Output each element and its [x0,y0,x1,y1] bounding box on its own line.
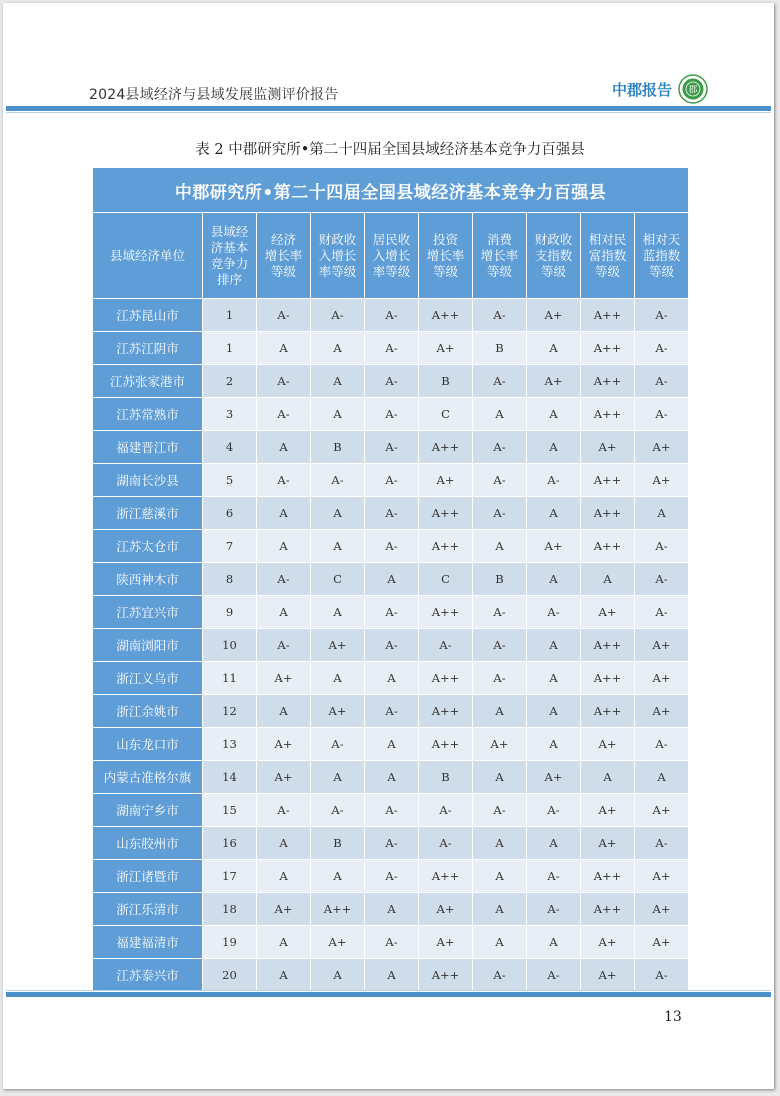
rank-cell: 1 [203,332,257,365]
column-header-line: 蓝指数 [642,247,681,263]
grade-cell: A [635,497,689,530]
grade-cell: A- [527,860,581,893]
table-row [93,563,689,596]
grade-cell: A- [635,530,689,563]
grade-cell: A+ [635,431,689,464]
page-number: 13 [664,1009,682,1025]
grade-cell: B [419,761,473,794]
grade-cell: A [527,497,581,530]
grade-cell: A [473,926,527,959]
column-header-line: 入增长 [372,247,411,263]
grade-cell: A [473,893,527,926]
grade-cell: A- [419,629,473,662]
grade-cell: A+ [311,695,365,728]
grade-cell: A [527,695,581,728]
grade-cell: A+ [527,530,581,563]
grade-cell: A- [365,926,419,959]
grade-cell: A [311,860,365,893]
grade-cell: A- [635,365,689,398]
grade-cell: A- [365,530,419,563]
grade-cell: A [257,596,311,629]
grade-cell: A [311,332,365,365]
grade-cell: A++ [419,662,473,695]
grade-cell: A++ [419,299,473,332]
grade-cell: A- [635,959,689,992]
grade-cell: A [527,662,581,695]
table-row [93,794,689,827]
rank-cell: 9 [203,596,257,629]
grade-cell: A+ [257,662,311,695]
column-header-line: 增长率 [480,247,519,263]
table-row [93,629,689,662]
rank-cell: 14 [203,761,257,794]
grade-cell: A+ [635,629,689,662]
rank-cell: 13 [203,728,257,761]
table-row [93,959,689,992]
table-title: 中郡研究所•第二十四届全国县域经济基本竞争力百强县 [93,168,689,213]
grade-cell: A [365,893,419,926]
grade-cell: A [257,827,311,860]
grade-cell: A+ [635,860,689,893]
grade-cell: A [527,332,581,365]
column-header-line: 财政收 [534,231,573,247]
grade-cell: A+ [581,728,635,761]
rank-cell: 3 [203,398,257,431]
grade-cell: A [311,662,365,695]
county-name-cell: 浙江乐清市 [93,893,203,926]
grade-cell: A- [365,794,419,827]
county-name-cell: 浙江慈溪市 [93,497,203,530]
grade-cell: A [527,926,581,959]
grade-cell: A++ [419,431,473,464]
column-header [365,213,419,299]
grade-cell: A- [527,794,581,827]
column-header-line: 消费 [486,231,512,247]
grade-cell: A- [311,464,365,497]
grade-cell: A+ [581,596,635,629]
grade-cell: B [473,563,527,596]
report-header-title: 2024县域经济与县域发展监测评价报告 [89,87,339,103]
grade-cell: A [365,959,419,992]
rank-cell: 17 [203,860,257,893]
column-header [419,213,473,299]
grade-cell: A+ [311,926,365,959]
grade-cell: A+ [257,893,311,926]
grade-cell: B [311,431,365,464]
grade-cell: A- [365,431,419,464]
rank-cell: 20 [203,959,257,992]
grade-cell: A++ [581,299,635,332]
column-header-line: 等级 [486,263,512,279]
grade-cell: A- [473,959,527,992]
column-header-line: 竞争力 [210,255,249,271]
grade-cell: A- [473,497,527,530]
grade-cell: A- [419,794,473,827]
grade-cell: A- [365,365,419,398]
grade-cell: A [311,497,365,530]
table-row [93,893,689,926]
grade-cell: A [365,761,419,794]
grade-cell: A- [473,299,527,332]
grade-cell: A- [311,794,365,827]
grade-cell: A+ [419,332,473,365]
grade-cell: A- [311,728,365,761]
grade-cell: A- [365,497,419,530]
county-name-cell: 浙江余姚市 [93,695,203,728]
grade-cell: A [311,959,365,992]
grade-cell: A+ [419,893,473,926]
table-row [93,398,689,431]
grade-cell: A [581,563,635,596]
table-row [93,365,689,398]
county-name-cell: 江苏常熟市 [93,398,203,431]
table-header-row [93,213,689,299]
grade-cell: A [473,398,527,431]
grade-cell: A++ [419,728,473,761]
table-row [93,497,689,530]
table-body [93,299,689,992]
grade-cell: A++ [581,497,635,530]
grade-cell: A [473,827,527,860]
grade-cell: A+ [311,629,365,662]
grade-cell: A [311,761,365,794]
county-name-cell: 江苏张家港市 [93,365,203,398]
grade-cell: A+ [581,827,635,860]
grade-cell: A- [257,464,311,497]
grade-cell: A+ [419,464,473,497]
grade-cell: A++ [581,530,635,563]
grade-cell: A- [257,563,311,596]
grade-cell: A- [635,299,689,332]
column-header [203,213,257,299]
grade-cell: A- [365,464,419,497]
column-header-line: 经济 [270,231,296,247]
grade-cell: A++ [581,695,635,728]
grade-cell: A- [527,959,581,992]
grade-cell: A- [419,827,473,860]
grade-cell: A++ [581,629,635,662]
grade-cell: A+ [581,431,635,464]
grade-cell: A+ [635,464,689,497]
table-row [93,299,689,332]
grade-cell: A+ [257,761,311,794]
grade-cell: A+ [581,794,635,827]
table-row [93,728,689,761]
column-header-line: 率等级 [372,263,411,279]
grade-cell: A- [635,398,689,431]
grade-cell: A- [257,365,311,398]
grade-cell: A [473,860,527,893]
grade-cell: A [257,695,311,728]
grade-cell: A [473,695,527,728]
grade-cell: A- [473,596,527,629]
column-header-line: 等级 [540,263,566,279]
grade-cell: A [527,728,581,761]
grade-cell: A [311,398,365,431]
grade-cell: A- [365,860,419,893]
rank-cell: 15 [203,794,257,827]
footer-rule-thin [6,990,771,991]
county-name-cell: 内蒙古准格尔旗 [93,761,203,794]
publisher-logo [612,73,708,105]
county-name-cell: 江苏太仓市 [93,530,203,563]
rank-cell: 6 [203,497,257,530]
grade-cell: A- [635,596,689,629]
column-header [635,213,689,299]
grade-cell: A [635,761,689,794]
grade-cell: A [473,761,527,794]
grade-cell: A+ [635,926,689,959]
county-name-cell: 福建晋江市 [93,431,203,464]
county-name-cell: 山东胶州市 [93,827,203,860]
grade-cell: A [473,530,527,563]
grade-cell: A- [635,332,689,365]
grade-cell: A++ [581,662,635,695]
grade-cell: A+ [527,761,581,794]
grade-cell: A- [635,827,689,860]
grade-cell: A [365,662,419,695]
rank-cell: 2 [203,365,257,398]
grade-cell: A++ [581,398,635,431]
grade-cell: A++ [311,893,365,926]
grade-cell: A [311,530,365,563]
grade-cell: A [527,431,581,464]
grade-cell: A- [473,431,527,464]
grade-cell: A++ [419,497,473,530]
county-name-cell: 江苏昆山市 [93,299,203,332]
table-row [93,464,689,497]
column-header-line: 投资 [432,231,458,247]
grade-cell: A [257,860,311,893]
grade-cell: A+ [473,728,527,761]
grade-cell: A- [365,332,419,365]
grade-cell: A- [257,629,311,662]
grade-cell: A [257,530,311,563]
column-header [257,213,311,299]
grade-cell: A [257,959,311,992]
grade-cell: A [257,431,311,464]
grade-cell: A+ [527,365,581,398]
grade-cell: A- [473,629,527,662]
grade-cell: A [257,497,311,530]
grade-cell: A- [473,794,527,827]
ranking-table [92,167,689,992]
column-header-line: 县域经济单位 [109,247,185,263]
logo-text: 中郡报告 [612,80,673,99]
grade-cell: A- [311,299,365,332]
grade-cell: A [311,365,365,398]
grade-cell: A+ [527,299,581,332]
seal-mark: 郡 [688,85,698,96]
grade-cell: A++ [419,695,473,728]
grade-cell: A++ [581,860,635,893]
grade-cell: A [311,596,365,629]
table-row [93,926,689,959]
rank-cell: 11 [203,662,257,695]
county-name-cell: 浙江义乌市 [93,662,203,695]
county-name-cell: 湖南宁乡市 [93,794,203,827]
table-row [93,332,689,365]
column-header [527,213,581,299]
grade-cell: A- [257,299,311,332]
column-header-line: 等级 [649,263,675,279]
table-row [93,662,689,695]
rank-cell: 16 [203,827,257,860]
column-header-line: 增长率 [264,247,303,263]
table-row [93,761,689,794]
header-rule-thin [6,112,771,113]
county-name-cell: 江苏宜兴市 [93,596,203,629]
grade-cell: A+ [257,728,311,761]
grade-cell: A- [257,794,311,827]
grade-cell: A+ [581,926,635,959]
grade-cell: A+ [635,893,689,926]
grade-cell: A++ [419,959,473,992]
column-header-line: 济基本 [210,239,249,255]
column-header-line: 等级 [432,263,458,279]
grade-cell: A [527,398,581,431]
grade-cell: A [257,332,311,365]
rank-cell: 7 [203,530,257,563]
grade-cell: A [365,563,419,596]
rank-cell: 12 [203,695,257,728]
grade-cell: C [311,563,365,596]
grade-cell: A [257,926,311,959]
grade-cell: A+ [581,959,635,992]
grade-cell: A++ [419,530,473,563]
column-header [581,213,635,299]
county-name-cell: 陕西神木市 [93,563,203,596]
county-name-cell: 湖南浏阳市 [93,629,203,662]
column-header-line: 排序 [216,271,242,287]
column-header [93,213,203,299]
county-name-cell: 福建福清市 [93,926,203,959]
grade-cell: A- [365,695,419,728]
column-header-line: 富指数 [588,247,627,263]
table-row [93,827,689,860]
grade-cell: A- [365,299,419,332]
grade-cell: A [581,761,635,794]
column-header-line: 财政收 [318,231,357,247]
header-rule [6,106,771,111]
rank-cell: 10 [203,629,257,662]
rank-cell: 18 [203,893,257,926]
footer-rule [6,992,771,997]
rank-cell: 4 [203,431,257,464]
grade-cell: A++ [419,596,473,629]
column-header-line: 增长率 [426,247,465,263]
grade-cell: A++ [581,893,635,926]
grade-cell: A- [365,398,419,431]
rank-cell: 8 [203,563,257,596]
table-row [93,530,689,563]
grade-cell: A++ [581,332,635,365]
grade-cell: A++ [581,365,635,398]
grade-cell: C [419,398,473,431]
grade-cell: A++ [581,464,635,497]
table-row [93,695,689,728]
column-header-line: 率等级 [318,263,357,279]
grade-cell: A- [527,464,581,497]
table-row [93,431,689,464]
grade-cell: A- [527,893,581,926]
rank-cell: 5 [203,464,257,497]
grade-cell: A [527,827,581,860]
grade-cell: A- [473,464,527,497]
grade-cell: A- [635,563,689,596]
grade-cell: A+ [635,794,689,827]
rank-cell: 1 [203,299,257,332]
county-name-cell: 江苏江阴市 [93,332,203,365]
county-name-cell: 江苏泰兴市 [93,959,203,992]
grade-cell: A- [473,662,527,695]
column-header [473,213,527,299]
grade-cell: A [365,728,419,761]
column-header-line: 等级 [270,263,296,279]
county-name-cell: 浙江诸暨市 [93,860,203,893]
grade-cell: A- [365,827,419,860]
grade-cell: A- [635,728,689,761]
grade-cell: A+ [419,926,473,959]
seal-icon [678,74,708,104]
column-header-line: 相对民 [588,231,627,247]
column-header-line: 支指数 [534,247,573,263]
grade-cell: A++ [419,860,473,893]
table-caption: 表 2 中郡研究所•第二十四届全国县域经济基本竞争力百强县 [195,142,585,158]
grade-cell: B [311,827,365,860]
column-header-line: 县域经 [210,223,249,239]
grade-cell: C [419,563,473,596]
grade-cell: A- [527,596,581,629]
column-header-line: 居民收 [372,231,411,247]
table-row [93,596,689,629]
grade-cell: A [527,629,581,662]
grade-cell: A- [365,629,419,662]
grade-cell: A- [473,365,527,398]
grade-cell: A- [365,596,419,629]
grade-cell: A+ [635,662,689,695]
grade-cell: B [419,365,473,398]
grade-cell: B [473,332,527,365]
county-name-cell: 湖南长沙县 [93,464,203,497]
table-row [93,860,689,893]
column-header-line: 等级 [594,263,620,279]
column-header [311,213,365,299]
county-name-cell: 山东龙口市 [93,728,203,761]
grade-cell: A+ [635,695,689,728]
grade-cell: A- [257,398,311,431]
grade-cell: A [527,563,581,596]
rank-cell: 19 [203,926,257,959]
column-header-line: 相对天 [642,231,681,247]
column-header-line: 入增长 [318,247,357,263]
